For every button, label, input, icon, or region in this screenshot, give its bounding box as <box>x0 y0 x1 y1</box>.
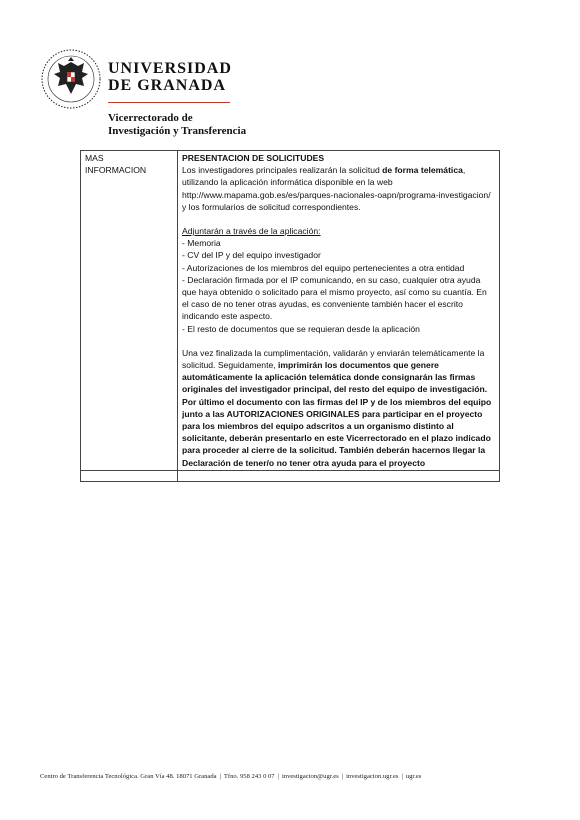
table-row-empty <box>81 470 500 481</box>
footer-website[interactable]: investigacion.ugr.es <box>346 773 399 780</box>
attachments-heading: Adjuntarán a través de la aplicación: <box>182 226 321 237</box>
attachment-item: - El resto de documentos que se requieran desde la aplicación <box>182 323 420 334</box>
header-divider <box>108 102 230 103</box>
university-name-line2: DE GRANADA <box>108 77 226 94</box>
paragraph-submission <box>182 396 495 469</box>
row-label-line1: MAS <box>85 153 104 163</box>
university-seal-icon <box>40 48 102 110</box>
footer-email[interactable]: investigacion@ugr.es <box>281 773 339 780</box>
row-content-cell <box>178 151 500 471</box>
department-name <box>108 112 246 138</box>
university-name-line1: UNIVERSIDAD <box>108 60 232 77</box>
row-label-line2: INFORMACION <box>85 165 147 176</box>
footer-address: Centro de Transferencia Tecnológica. Gran Vía 48. 18071 Granada <box>40 773 217 780</box>
section-title: PRESENTACION DE SOLICITUDES <box>182 153 325 163</box>
footer-separator: | <box>341 773 344 780</box>
university-name <box>108 60 232 94</box>
validation-text-a: Una vez finalizada la cumplimentación, validarán y enviarán telemáticamente la solicitud. Seguidamente, <box>182 347 485 371</box>
attachment-item: - CV del IP y del equipo investigador <box>182 250 321 261</box>
submission-text-c: para participar en el proyecto para los miembros del equipo adscritos a un organismo distinto al solicitante, deberán presentarlo en este Vicerrectorado en el plazo indicado para proceder al cierre de la solicitud. También deberán hacernos llegar la Declaración de tener/o no tener otra ayuda para el proyecto <box>182 408 491 468</box>
intro-text-a: Los investigadores principales realizarán la solicitud <box>182 165 383 176</box>
department-line2: Investigación y Transferencia <box>108 125 247 137</box>
footer-separator: | <box>401 773 403 780</box>
footer-domain[interactable]: ugr.es <box>405 773 422 780</box>
validation-text-b: imprimirán los documentos que genere automáticamente la aplicación telemática donde consignarán las firmas originales del investigador principal, del resto del equipo de investigación. <box>182 360 488 395</box>
attachment-item: - Autorizaciones de los miembros del equipo pertenecientes a otra entidad <box>182 262 465 273</box>
footer-phone: Tfno. 958 243 0 07 <box>223 773 275 780</box>
empty-cell <box>81 470 178 481</box>
intro-text-b: de forma telemática <box>382 165 463 176</box>
department-line1: Vicerrectorado de <box>108 112 193 124</box>
intro-text-c: , utilizando la aplicación informática disponible en la web http://www.mapama.gob.es/es/parques-nacionales-oapn/programa-investigacion/ y los formularios de solicitud correspondientes. <box>182 165 491 212</box>
paragraph-validation <box>182 347 495 396</box>
table-row <box>81 151 500 471</box>
attachment-item: - Memoria <box>182 238 221 249</box>
footer-separator: | <box>277 773 279 780</box>
page-footer <box>40 773 540 780</box>
attachment-item: - Declaración firmada por el IP comunicando, en su caso, cualquier otra ayuda que haya obtenido o solicitado para el mismo proyecto, así como su cuantía. En el caso de no tener otras ayudas, es conveniente también hacer el escrito indicando este aspecto. <box>182 274 487 322</box>
info-table <box>80 150 500 482</box>
submission-text-b: AUTORIZACIONES ORIGINALES <box>226 408 360 419</box>
paragraph-intro <box>182 164 495 213</box>
submission-text-a: Por último el documento con las firmas del IP y de los miembros del equipo junto a las <box>182 396 492 419</box>
empty-cell <box>178 470 500 481</box>
row-label-cell <box>81 151 178 471</box>
footer-separator: | <box>219 773 221 780</box>
